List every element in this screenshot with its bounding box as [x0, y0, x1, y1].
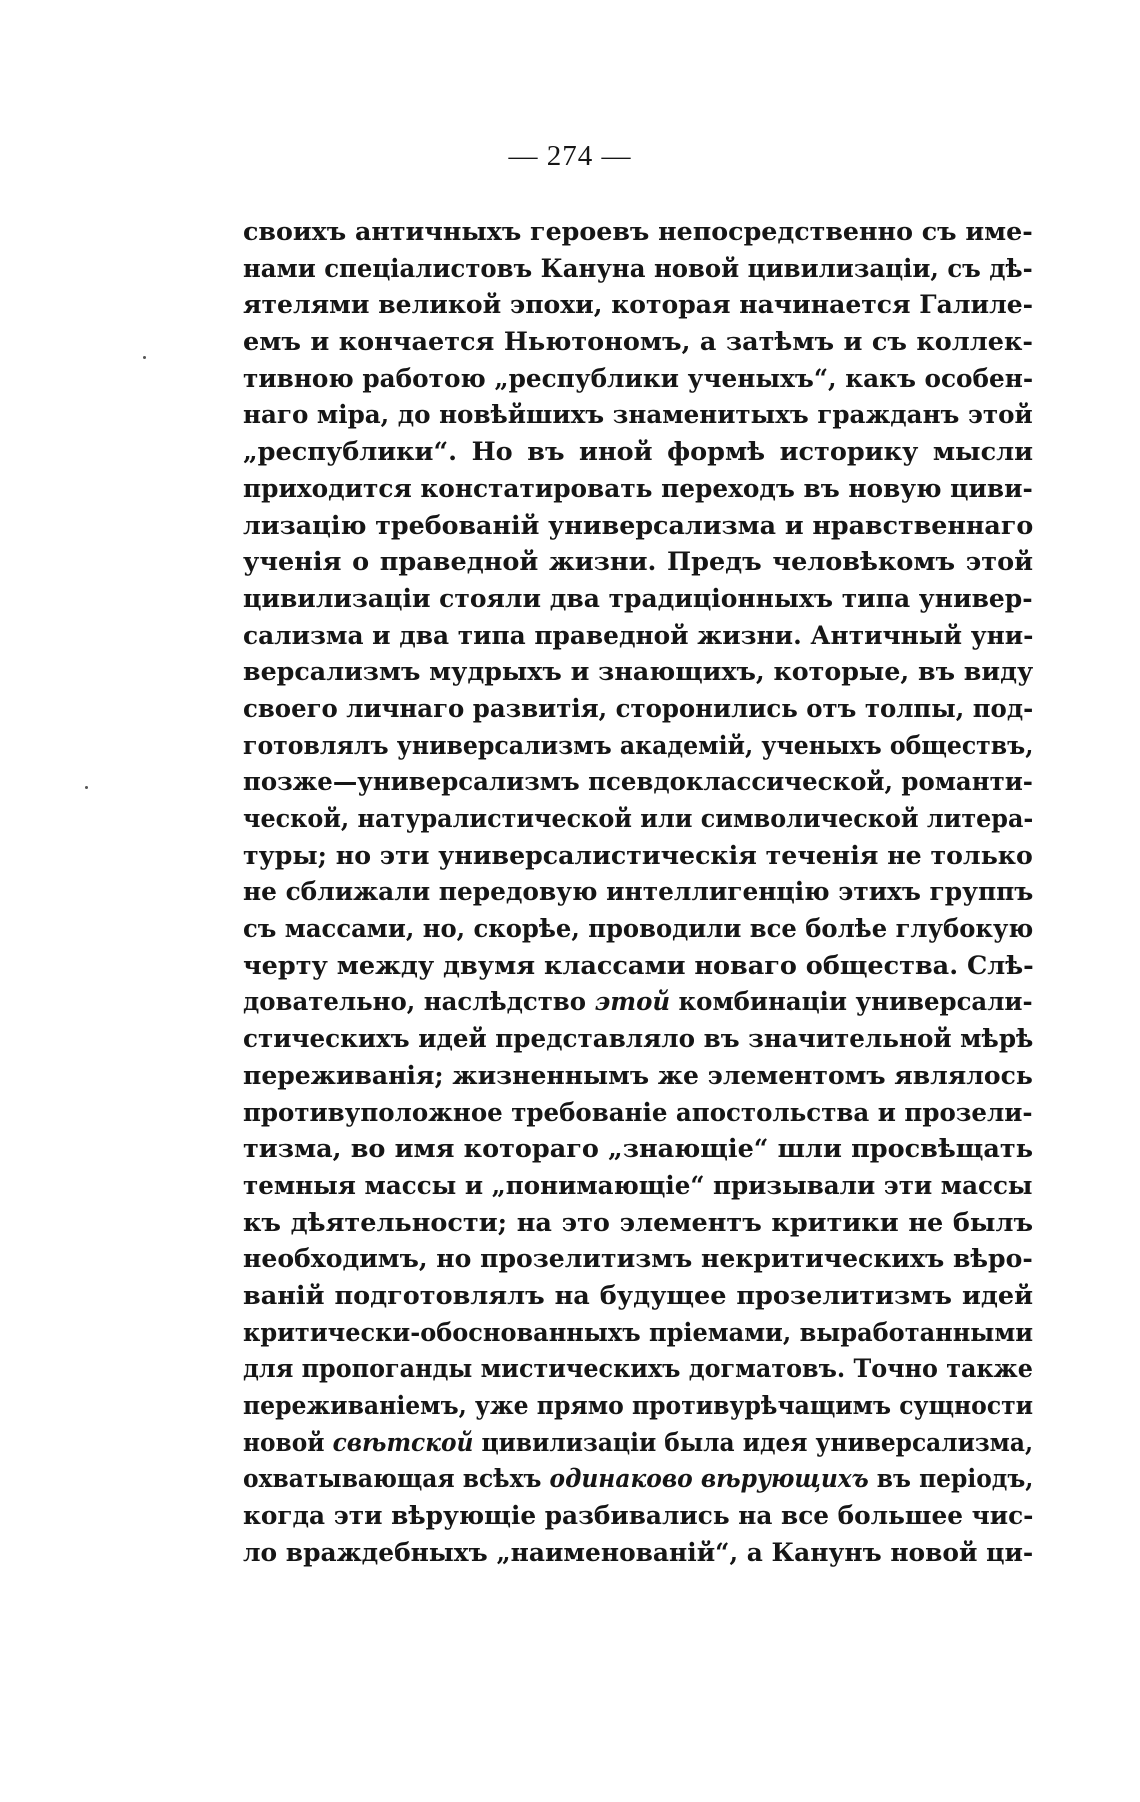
text-segment: цивилизаціи стояли два традиціонныхъ типа универ-	[243, 583, 1033, 614]
text-line	[243, 1131, 1033, 1168]
text-segment: ученія о праведной жизни. Предъ человѣкомъ этой	[243, 547, 1033, 578]
text-segment: ло враждебныхъ „наименованій“, а Канунъ новой ци-	[243, 1537, 1034, 1568]
text-line	[243, 1461, 1034, 1498]
text-line	[243, 1425, 1034, 1462]
text-line	[243, 838, 1033, 875]
text-segment: стическихъ идей представляло въ значительной мѣрѣ	[243, 1024, 1034, 1055]
text-line	[243, 287, 1034, 324]
text-line	[243, 874, 1034, 911]
text-segment: къ дѣятельности; на это элементъ критики не былъ	[243, 1207, 1033, 1238]
text-line	[243, 434, 1033, 471]
text-segment: ваній подготовлялъ на будущее прозелитизмъ идей	[243, 1280, 1033, 1311]
print-speck	[143, 356, 146, 359]
text-segment: новой	[243, 1427, 333, 1458]
text-segment: довательно, наслѣдство	[243, 987, 595, 1018]
text-segment: тивною работою „республики ученыхъ“, какъ особен-	[243, 363, 1034, 394]
text-line	[243, 1388, 1034, 1425]
text-segment: переживаніемъ, уже прямо противурѣчащимъ сущности	[243, 1391, 1034, 1421]
text-line	[243, 471, 1033, 508]
text-segment: противуположное требованіе апостольства и прозели-	[243, 1097, 1033, 1128]
text-segment: приходится констатировать переходъ въ новую циви-	[243, 473, 1033, 504]
italic-text-segment: свѣтской	[332, 1427, 474, 1458]
text-segment: въ періодъ,	[868, 1464, 1034, 1495]
italic-text-segment: этой	[594, 987, 671, 1018]
text-segment: ческой, натуралистической или символической литера-	[243, 804, 1034, 834]
text-segment: комбинаціи универсали-	[670, 987, 1033, 1018]
text-line	[243, 324, 1033, 361]
text-line	[243, 1095, 1033, 1132]
text-segment: версализмъ мудрыхъ и знающихъ, которые, въ виду	[243, 657, 1034, 688]
text-segment: наго міра, до новѣйшихъ знаменитыхъ гражданъ этой	[243, 400, 1033, 431]
text-segment: сализма и два типа праведной жизни. Античный уни-	[243, 620, 1034, 651]
text-line	[243, 581, 1033, 618]
text-segment: темныя массы и „понимающіе“ призывали эти массы	[243, 1170, 1033, 1201]
text-line	[243, 1205, 1033, 1242]
text-line	[243, 948, 1033, 985]
text-segment: для пропоганды мистическихъ догматовъ. Точно также	[243, 1354, 1033, 1385]
text-segment: когда эти вѣрующіе разбивались на все большее чис-	[243, 1501, 1034, 1532]
text-line	[243, 1021, 1034, 1058]
text-segment: не сближали передовую интеллигенцію этихъ группъ	[243, 877, 1034, 908]
text-segment: съ массами, но, скорѣе, проводили все болѣе глубокую	[243, 914, 1034, 945]
text-segment: „республики“. Но въ иной формѣ историку мысли	[243, 437, 1033, 468]
text-line	[243, 214, 1033, 251]
body-text	[243, 214, 1033, 1571]
italic-text-segment: одинаково вѣрующихъ	[549, 1464, 869, 1495]
text-segment: туры; но эти универсалистическія теченія не только	[243, 840, 1033, 871]
text-segment: ятелями великой эпохи, которая начинается Галиле-	[243, 290, 1034, 321]
text-line	[243, 691, 1034, 728]
text-line	[243, 1241, 1033, 1278]
text-line	[243, 1351, 1033, 1388]
text-line	[243, 397, 1033, 434]
text-segment: нами спеціалистовъ Кануна новой цивилизаціи, съ дѣ-	[243, 253, 1033, 284]
text-line	[243, 508, 1034, 545]
text-line	[243, 911, 1034, 948]
text-line	[243, 251, 1033, 288]
text-line	[243, 1315, 1034, 1352]
text-segment: тизма, во имя котораго „знающіе“ шли просвѣщать	[243, 1134, 1033, 1165]
text-segment: переживанія; жизненнымъ же элементомъ являлось	[243, 1060, 1033, 1091]
text-line	[243, 1278, 1033, 1315]
text-segment: своего личнаго развитія, сторонились отъ толпы, под-	[243, 693, 1034, 724]
text-segment: черту между двумя классами новаго общества. Слѣ-	[243, 950, 1034, 981]
page-number: — 274 —	[508, 140, 632, 172]
text-segment: охватывающая всѣхъ	[243, 1464, 550, 1495]
text-line	[243, 1058, 1033, 1095]
text-segment: позже—универсализмъ псевдоклассической, романти-	[243, 767, 1033, 798]
print-speck	[85, 786, 88, 789]
text-segment: емъ и кончается Ньютономъ, а затѣмъ и съ коллек-	[243, 327, 1033, 358]
text-line	[243, 654, 1034, 691]
text-segment: критически-обоснованныхъ пріемами, выработанными	[243, 1317, 1034, 1348]
text-segment: цивилизаціи была идея универсализма,	[473, 1427, 1034, 1458]
text-segment: готовлялъ универсализмъ академій, ученыхъ обществъ,	[243, 730, 1034, 761]
text-line	[243, 1168, 1033, 1205]
text-line	[243, 1498, 1034, 1535]
text-line	[243, 618, 1034, 655]
text-segment: своихъ античныхъ героевъ непосредственно съ име-	[243, 217, 1033, 247]
text-segment: необходимъ, но прозелитизмъ некритическихъ вѣро-	[243, 1244, 1033, 1275]
text-line	[243, 764, 1033, 801]
text-segment: лизацію требованій универсализма и нравственнаго	[243, 510, 1034, 541]
text-line	[243, 801, 1034, 838]
text-line	[243, 361, 1034, 398]
text-line	[243, 1535, 1034, 1572]
text-line	[243, 544, 1033, 581]
text-line	[243, 984, 1033, 1021]
text-line	[243, 728, 1034, 765]
